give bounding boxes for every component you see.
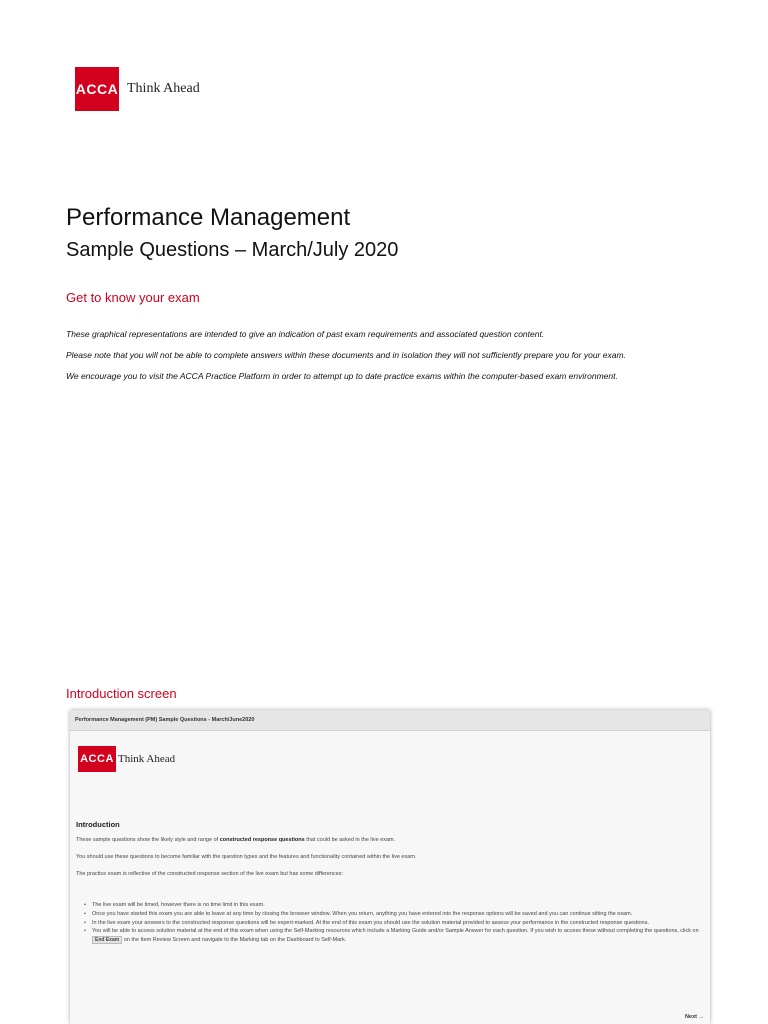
- paragraph-text: These sample questions show the likely style and range of: [76, 837, 220, 843]
- exam-introduction-title: Introduction: [76, 820, 120, 829]
- exam-intro-paragraph: The practice exam is reflective of the constructed response section of the live exam but has some differences:: [76, 871, 344, 877]
- introduction-screenshot: [70, 710, 710, 1024]
- exam-acca-logo-mark: ACCA: [78, 746, 116, 772]
- exam-header-bar: Performance Management (PM) Sample Questions - March/June2020: [70, 710, 710, 731]
- exam-acca-logo: [78, 746, 175, 772]
- list-item: • Once you have started this exam you are able to leave at any time by closing the browser window. When you return, anything you have entered into the response options will be saved and you can continue sitting the exam.: [84, 910, 706, 919]
- acca-logo-mark: ACCA: [75, 67, 119, 111]
- list-item-text: You will be able to access solution material at the end of this exam when using the Self-Marking resources which include a Marking Guide and/or Sample Answer for each question. If you wish to access these without completing the questions, click on: [92, 928, 699, 935]
- get-to-know-heading: Get to know your exam: [66, 290, 200, 305]
- end-exam-button[interactable]: End Exam: [92, 936, 122, 944]
- list-item: • In the live exam your answers to the constructed response questions will be expert-marked. At the end of this exam you should use the solution material provided to assess your performance in the constructed response questions.: [84, 919, 706, 928]
- paragraph-text: that could be asked in the live exam.: [304, 837, 396, 843]
- next-button[interactable]: Next →: [685, 1014, 704, 1020]
- exam-differences-list: [84, 901, 706, 945]
- intro-note: We encourage you to visit the ACCA Practice Platform in order to attempt up to date practice exams within the computer-based exam environment.: [66, 371, 618, 381]
- list-item-text: on the Item Review Screen and navigate to the Marking tab on the Dashboard to Self-Mark.: [122, 937, 347, 944]
- intro-note: Please note that you will not be able to complete answers within these documents and in isolation they will not sufficiently prepare you for your exam.: [66, 350, 626, 360]
- document-subtitle: Sample Questions – March/July 2020: [66, 239, 399, 261]
- list-item: [84, 927, 706, 945]
- acca-logo: [75, 67, 200, 111]
- intro-note: These graphical representations are intended to give an indication of past exam requirements and associated question content.: [66, 329, 545, 339]
- exam-intro-paragraph: You should use these questions to become familiar with the question types and the features and functionality contained within the live exam.: [76, 854, 417, 860]
- document-title: Performance Management: [66, 204, 351, 231]
- acca-logo-tagline: Think Ahead: [127, 81, 200, 96]
- list-item: • The live exam will be timed, however there is no time limit in this exam.: [84, 901, 706, 910]
- paragraph-bold-text: constructed response questions: [219, 837, 305, 843]
- exam-acca-logo-tagline: Think Ahead: [118, 753, 176, 765]
- introduction-screen-heading: Introduction screen: [66, 686, 177, 701]
- exam-intro-paragraph: [76, 837, 395, 843]
